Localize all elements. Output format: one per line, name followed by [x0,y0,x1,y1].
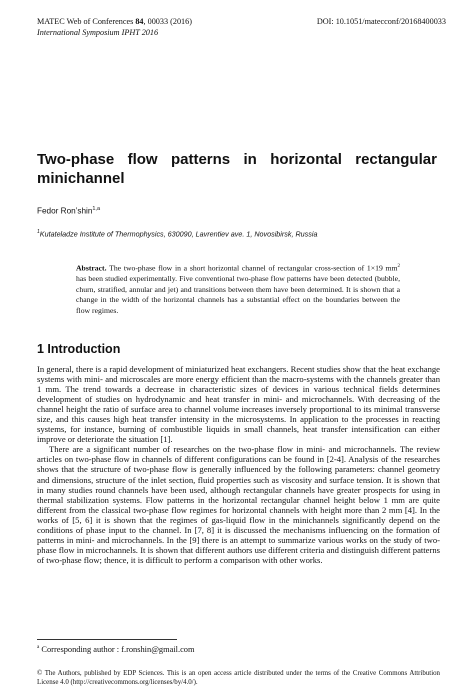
affiliation-superscript: 1 [37,229,40,235]
footnote-divider [37,639,177,640]
symposium-name: International Symposium IPHT 2016 [37,28,159,37]
license-notice: © The Authors, published by EDP Sciences. This is an open access article distributed under the terms of the Creative Commons Attribution License 4.0 (http://creativecommons.org/licenses/by/4.0/). [37,670,440,686]
body-paragraph: There are a significant number of researches on the two-phase flow in mini- and microchannels. The review articles on two-phase flow in channels of different configurations can be found in [2-4]. Analysis of the researches shows that the structure of two-phase flow is generally influenced by the following parameters: channel geometry and dimensions, structure of the inlet section, fluid properties such as viscosity and surface tension. It is shown that in many studies round channels have been used, although rectangular channels have greater prospects for using in thermal stabilization systems. Flow patterns in the horizontal rectangular channel height below 1 mm are quite different from the classical two-phase flow regimes for horizontal channels with height more than 2 mm [4]. In the works of [5, 6] it is shown that the regimes of gas-liquid flow in the minichannels significantly depend on the conditions of phase input to the channel. In [7, 8] it is discussed the mechanisms influencing on the formation of patterns in mini- and microchannels. In the [9] there is an attempt to summarize various works on the study of two-phase flow in microchannels. It is shown that different authors use different criteria and distinguish different patterns of two-phase flow; thence, it is difficult to perform a comparison with other works. [37,444,440,565]
abstract-text: The two-phase flow in a short horizontal channel of rectangular cross-section of 1×19 mm [106,263,398,273]
title-word: Two-phase [37,151,115,168]
abstract-superscript: 2 [397,264,400,269]
body-paragraph: In general, there is a rapid development of miniaturized heat exchangers. Recent studies show that the heat exchange systems with mini- and microscales are more energy efficient than the macro-systems with the channels greater than 1 mm. The trend towards a decrease in characteristic sizes of devices in various technical fields determines development of studies on hydrodynamic and heat transfer in mini- and microchannels. With decreasing of the channel height the ratio of surface area to channel volume increases inversely proportional to its minimal transverse size, and this causes high heat transfer intensity in the microsystems. In application to the processes in reacting systems, for instance, burning of combustible liquids in small channels, heat transfer intensification can either improve or deteriorate the situation [1]. [37,364,440,445]
abstract-text-cont: has been studied experimentally. Five conventional two-phase flow patterns have been detected (bubble, churn, stratified, annular and jet) and transitions between them have been determined. It is shown that a change in the width of the horizontal channels has a substantial effect on the boundaries between the flow regimes. [76,274,400,315]
running-header-left [37,17,192,38]
footnote-marker: a [37,644,40,650]
author-line [37,206,100,216]
body-text [37,364,440,565]
title-line-2: minichannel [37,170,125,187]
abstract-label: Abstract. [76,263,107,273]
title-word: flow [127,151,158,168]
conference-suffix: , 00033 (2016) [143,17,192,26]
conference-line [37,17,192,27]
conference-prefix: MATEC Web of Conferences [37,17,136,26]
title-word: in [243,151,257,168]
title-line-1 [37,150,437,169]
paper-title [37,150,437,188]
affiliation-text: Kutateladze Institute of Thermophysics, 630090, Lavrentiev ave. 1, Novosibirsk, Russia [39,229,318,239]
section-heading: 1 Introduction [37,342,121,356]
footnote [37,644,195,654]
abstract [76,262,400,317]
author-name: Fedor Ron’shin [37,206,93,216]
author-superscript: 1,a [92,206,101,212]
title-word: horizontal [270,151,342,168]
affiliation [37,229,317,238]
footnote-text: Corresponding author : f.ronshin@gmail.com [39,644,195,654]
doi-header: DOI: 10.1051/matecconf/20168400033 [316,17,446,26]
title-word: rectangular [355,151,437,168]
title-word: patterns [170,151,231,168]
volume-number: 84 [135,17,144,26]
